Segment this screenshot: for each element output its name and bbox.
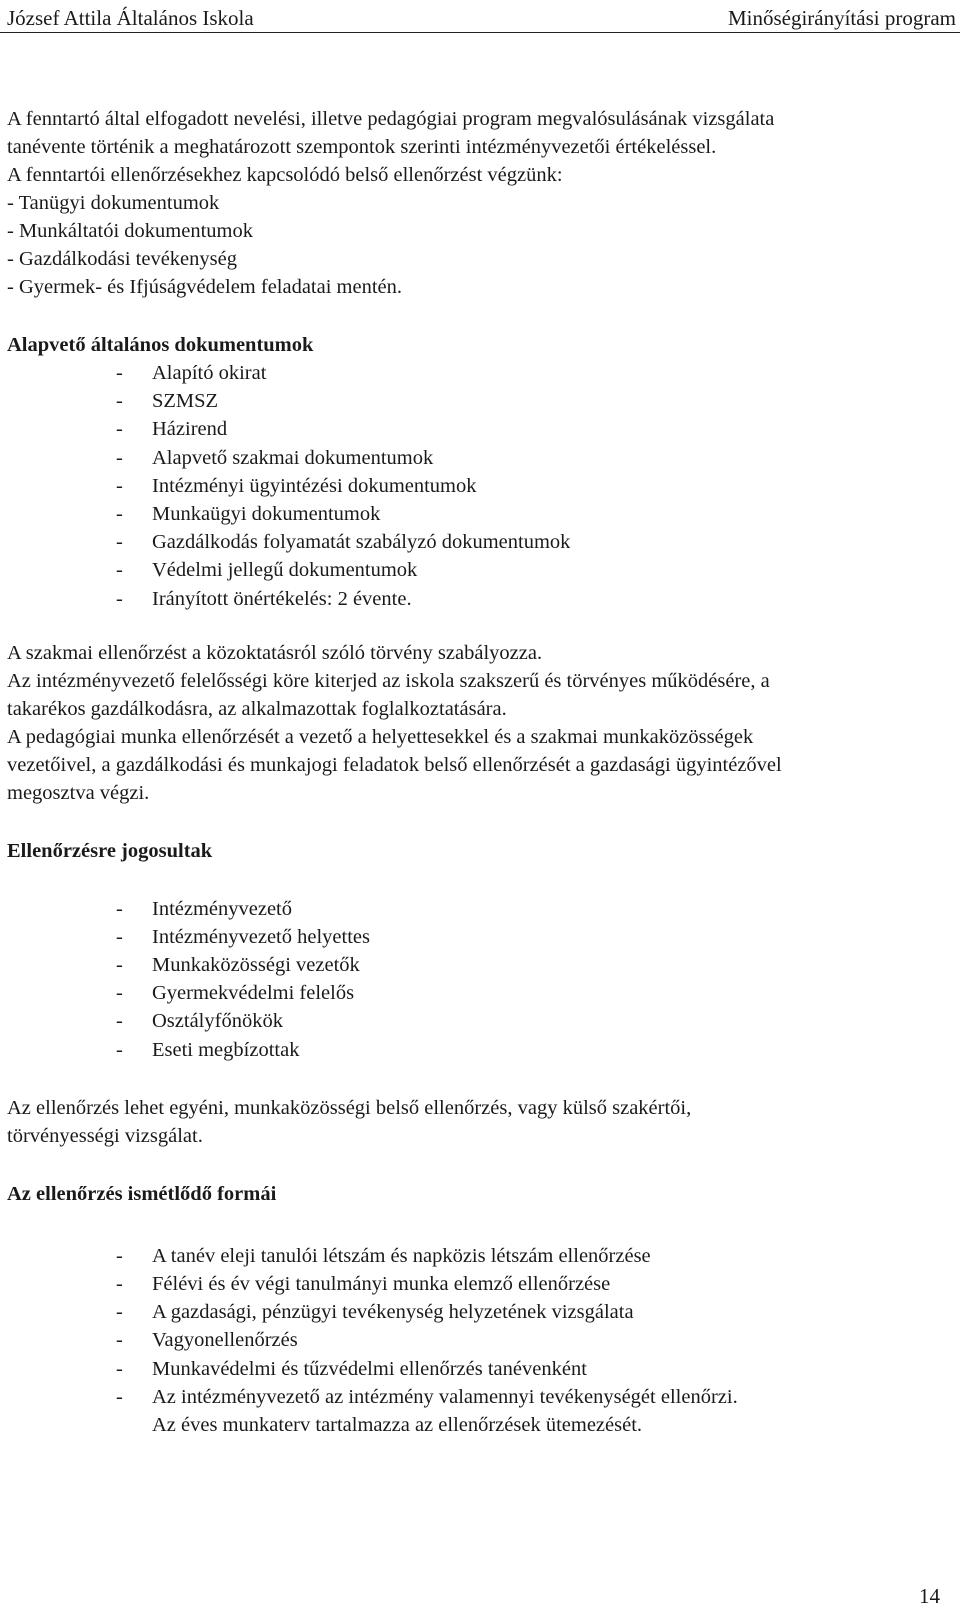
list-item: - Munkaügyi dokumentumok	[7, 500, 952, 528]
list-item: - Alapvető szakmai dokumentumok	[7, 444, 952, 472]
list-item: - Alapító okirat	[7, 359, 952, 387]
intro-line: - Tanügyi dokumentumok	[7, 192, 220, 214]
paragraph-line: vezetőivel, a gazdálkodási és munkajogi feladatok belső ellenőrzését a gazdasági ügyintézővel	[7, 753, 782, 776]
paragraph-line: törvényességi vizsgálat.	[7, 1124, 203, 1147]
list-item: - Gazdálkodás folyamatát szabályzó dokumentumok	[7, 528, 952, 556]
list-dash: -	[116, 446, 123, 469]
list-dash: -	[116, 502, 123, 525]
list-item: - Eseti megbízottak	[7, 1036, 952, 1064]
list-dash: -	[116, 531, 123, 554]
list-item: - Osztályfőnökök	[7, 1007, 952, 1035]
intro-line: - Munkáltatói dokumentumok	[7, 220, 253, 242]
section-heading-recurring: Az ellenőrzés ismétlődő formái	[7, 1182, 277, 1205]
list-dash: -	[116, 1010, 123, 1033]
intro-line: A fenntartói ellenőrzésekhez kapcsolódó belső ellenőrzést végzünk:	[7, 164, 563, 186]
page-number: 14	[919, 1584, 940, 1608]
responsibility-paragraph	[7, 639, 952, 807]
list-item: - Védelmi jellegű dokumentumok	[7, 556, 952, 584]
list-dash: -	[116, 982, 123, 1005]
list-item-continuation: Az éves munkaterv tartalmazza az ellenőrzések ütemezését.	[152, 1413, 643, 1436]
authorized-list	[7, 895, 952, 1064]
paragraph-line: Az ellenőrzés lehet egyéni, munkaközösségi belső ellenőrzés, vagy külső szakértői,	[7, 1096, 692, 1119]
list-item: - Munkavédelmi és tűzvédelmi ellenőrzés tanévenként	[7, 1355, 952, 1383]
paragraph-line: takarékos gazdálkodásra, az alkalmazottak foglalkoztatására.	[7, 697, 507, 720]
list-dash: -	[116, 474, 123, 497]
intro-line: - Gyermek- és Ifjúságvédelem feladatai mentén.	[7, 276, 403, 298]
list-dash: -	[116, 1329, 123, 1352]
list-dash: -	[116, 1301, 123, 1324]
list-item: - SZMSZ	[7, 387, 952, 415]
list-item: - Intézményvezető	[7, 895, 952, 923]
list-item: - Munkaközösségi vezetők	[7, 951, 952, 979]
list-item: - Intézményvezető helyettes	[7, 923, 952, 951]
intro-line: tanévente történik a meghatározott szempontok szerinti intézményvezetői értékeléssel.	[7, 136, 717, 158]
list-dash: -	[116, 897, 123, 920]
paragraph-line: Az intézményvezető felelősségi köre kiterjed az iskola szakszerű és törvényes működésére, a	[7, 669, 770, 692]
paragraph-line: A pedagógiai munka ellenőrzését a vezető a helyettesekkel és a szakmai munkaközösségek	[7, 725, 754, 748]
list-dash: -	[116, 1385, 123, 1408]
list-dash: -	[116, 587, 123, 610]
list-item: - Félévi és év végi tanulmányi munka elemző ellenőrzése	[7, 1270, 952, 1298]
intro-paragraph	[7, 105, 952, 301]
page-header	[0, 2, 960, 33]
paragraph-line: megosztva végzi.	[7, 781, 150, 804]
paragraph-line: A szakmai ellenőrzést a közoktatásról szóló törvény szabályozza.	[7, 641, 543, 664]
list-dash: -	[116, 1357, 123, 1380]
list-item: - Házirend	[7, 415, 952, 443]
list-dash: -	[116, 362, 123, 384]
list-dash: -	[116, 1273, 123, 1295]
page-content	[7, 105, 952, 1439]
list-item: - A tanév eleji tanulói létszám és napközis létszám ellenőrzése	[7, 1242, 952, 1270]
list-dash: -	[116, 954, 123, 977]
section-heading-authorized: Ellenőrzésre jogosultak	[7, 839, 213, 862]
list-item: - Az intézményvezető az intézmény valamennyi tevékenységét ellenőrzi.	[7, 1383, 952, 1411]
intro-line: A fenntartó által elfogadott nevelési, illetve pedagógiai program megvalósulásának vizsgálata	[7, 108, 775, 130]
list-dash: -	[116, 390, 123, 413]
document-title: Minőségirányítási program	[727, 6, 956, 30]
list-dash: -	[116, 1244, 123, 1267]
list-item: - A gazdasági, pénzügyi tevékenység helyzetének vizsgálata	[7, 1298, 952, 1326]
list-item: - Intézményi ügyintézési dokumentumok	[7, 472, 952, 500]
list-item: - Gyermekvédelmi felelős	[7, 979, 952, 1007]
documents-list	[7, 359, 952, 613]
list-dash: -	[116, 925, 123, 948]
list-dash: -	[116, 1038, 123, 1061]
recurring-list	[7, 1242, 952, 1439]
intro-line: - Gazdálkodási tevékenység	[7, 248, 237, 270]
inspection-types-paragraph	[7, 1094, 952, 1150]
school-name: József Attila Általános Iskola	[7, 6, 254, 30]
list-item: - Vagyonellenőrzés	[7, 1326, 952, 1354]
section-heading-documents: Alapvető általános dokumentumok	[7, 334, 314, 356]
list-dash: -	[116, 559, 123, 582]
list-dash: -	[116, 418, 123, 441]
list-item: - Irányított önértékelés: 2 évente.	[7, 585, 952, 613]
